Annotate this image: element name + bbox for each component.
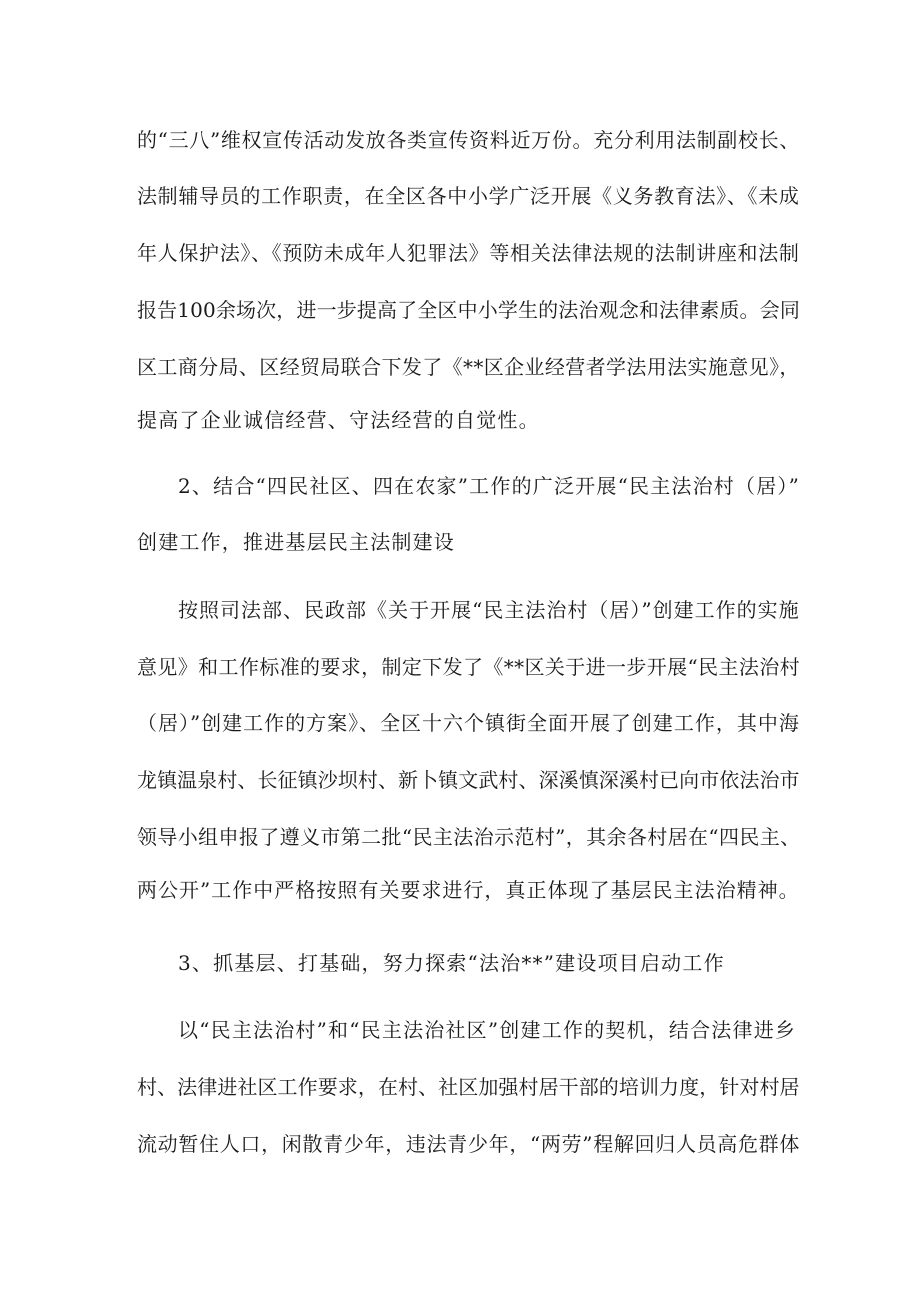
text-line: 意见》和工作标准的要求，制定下发了《**区关于进一步开展“民主法治村 xyxy=(137,655,801,679)
text-line: 的“三八”维权宣传活动发放各类宣传资料近万份。充分利用法制副校长、 xyxy=(137,128,801,152)
text-line: 以“民主法治村”和“民主法治社区”创建工作的契机，结合法律进乡 xyxy=(178,1018,797,1042)
text-line: 提高了企业诚信经营、守法经营的自觉性。 xyxy=(137,408,540,432)
text-line: 年人保护法》、《预防未成年人犯罪法》等相关法律法规的法制讲座和法制 xyxy=(137,241,800,265)
text-line: （居）”创建工作的方案》、全区十六个镇街全面开展了创建工作，其中海 xyxy=(137,711,800,735)
text-line: 法制辅导员的工作职责，在全区各中小学广泛开展《义务教育法》、《未成 xyxy=(137,184,800,208)
text-line: 龙镇温泉村、长征镇沙坝村、新卜镇文武村、深溪慎深溪村已向市依法治市 xyxy=(137,768,800,792)
heading-line: 2、结合“四民社区、四在农家”工作的广泛开展“民主法治村（居）” xyxy=(178,474,801,498)
heading-line: 创建工作，推进基层民主法制建设 xyxy=(137,530,455,554)
heading-line: 3、抓基层、打基础，努力探索“法治**”建设项目启动工作 xyxy=(178,951,725,975)
text-line: 报告100余场次，进一步提高了全区中小学生的法治观念和法律素质。会同 xyxy=(137,298,800,322)
text-line: 两公开”工作中严格按照有关要求进行，真正体现了基层民主法治精神。 xyxy=(137,878,800,902)
text-line: 按照司法部、民政部《关于开展“民主法治村（居）”创建工作的实施 xyxy=(178,598,800,622)
text-line: 村、法律进社区工作要求，在村、社区加强村居干部的培训力度，针对村居 xyxy=(137,1075,800,1099)
text-line: 区工商分局、区经贸局联合下发了《**区企业经营者学法用法实施意见》， xyxy=(137,355,800,379)
text-line: 领导小组申报了遵义市第二批“民主法治示范村”，其余各村居在“四民主、 xyxy=(137,825,801,849)
text-line: 流动暂住人口，闲散青少年，违法青少年，“两劳”程解回归人员高危群体 xyxy=(137,1132,801,1156)
